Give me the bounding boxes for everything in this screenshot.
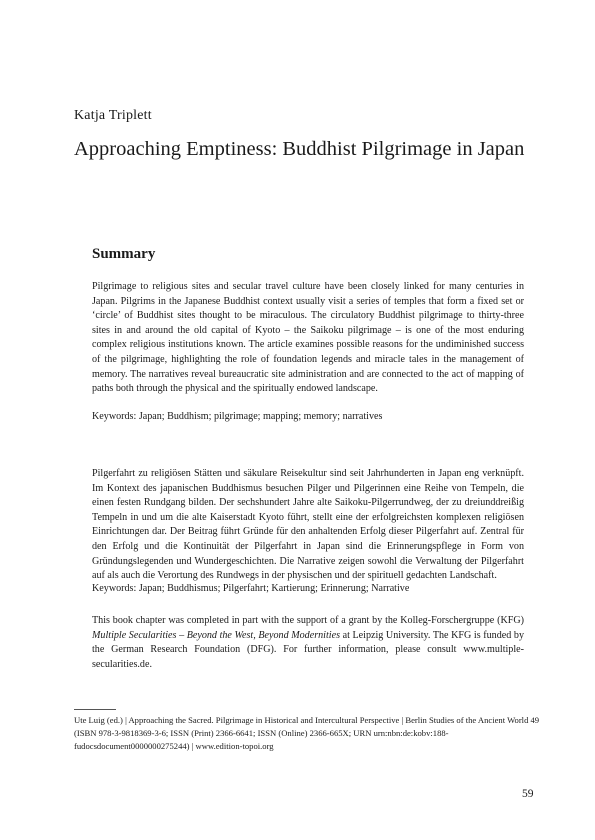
keywords-english: Keywords: Japan; Buddhism; pilgrimage; mapping; memory; narratives [92,411,383,422]
funding-note [92,614,524,672]
page-number: 59 [522,788,534,800]
footer-citation: Ute Luig (ed.) | Approaching the Sacred. Pilgrimage in Historical and Intercultural Perspective | Berlin Studies of the Ancient World 49 (ISBN 978-3-9818369-3-6; ISSN (Print) 2366-6641; ISSN (Online) 2366-665X; URN urn:nbn:de:kobv:188-fudocsdocument0000000275244) | www.edition-topoi.org [74,715,540,751]
keywords-german: Keywords: Japan; Buddhismus; Pilgerfahrt; Kartierung; Erinnerung; Narrative [92,583,410,594]
footer-rule [74,709,116,710]
funding-note-text-1: This book chapter was completed in part with the support of a grant by the Kolleg-Forschergruppe (KFG) [92,615,524,626]
summary-heading: Summary [92,246,156,262]
chapter-title: Approaching Emptiness: Buddhist Pilgrimage in Japan [74,138,525,160]
author-name: Katja Triplett [74,108,152,123]
funding-note-project-title: Multiple Secularities – Beyond the West, Beyond Modernities [92,629,340,641]
funding-note-text-2: at Leipzig University. The KFG is funded by the German Research Foundation (DFG). For further information, please consult www.multiple-secularities.de. [92,629,524,670]
abstract-english: Pilgrimage to religious sites and secular travel culture have been closely linked for many centuries in Japan. Pilgrims in the Japanese Buddhist context usually visit a series of temples that form a fixed set or ‘circle’ of Buddhist sites thought to be miraculous. The circulatory Buddhist pilgrimage to thirty-three sites in and around the old capital of Kyoto – the Saikoku pilgrimage – is one of the most enduring complex religious institutions known. The article examines possible reasons for the undiminished success of the pilgrimage, highlighting the role of foundation legends and miracle tales in the management of memory. The narratives reveal bureaucratic site administration and are connected to the act of mapping of paths both through the physical and the spiritually endowed landscape. [92,281,524,395]
abstract-german: Pilgerfahrt zu religiösen Stätten und säkulare Reisekultur sind seit Jahrhunderten in Japan eng verknüpft. Im Kontext des japanischen Buddhismus besuchen Pilger und Pilgerinnen eine Reihe von Tempeln, die einen festen Rundgang bilden. Der sechshundert Jahre alte Saikoku-Pilgerrundweg, der zu dreiunddreißig Tempeln in und um die alte Kaiserstadt Kyoto führt, stellt eine der erfolgreichsten komplexen religiösen Einrichtungen dar. Der Beitrag führt Gründe für den anhaltenden Erfolg dieser Pilgerfahrt auf. Zentral für den Erfolg und die Kontinuität der Pilgerfahrt in Japan sind die Erinnerungspflege in Form von Gründungslegenden und Wundergeschichten. Die Narrative zeigen sowohl die Verwaltung der Pilgerfahrt auf als auch die Verortung des Rundwegs in der physischen und der spirituell gedachten Landschaft. [92,468,524,582]
